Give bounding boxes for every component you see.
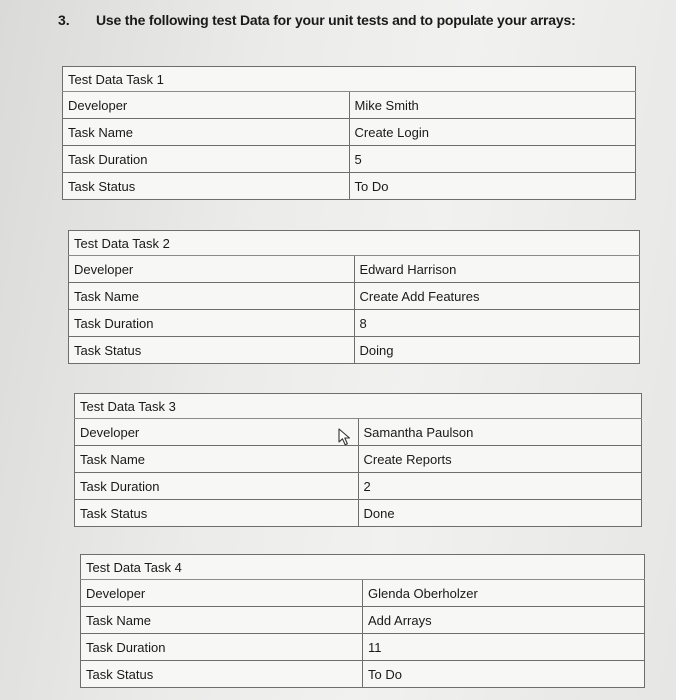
row-value: To Do <box>349 173 636 200</box>
table-row <box>75 419 642 446</box>
table-row <box>81 580 645 607</box>
row-value: 5 <box>349 146 636 173</box>
test-data-table-task-1 <box>62 66 636 200</box>
row-label: Task Name <box>69 283 355 310</box>
table-row <box>75 446 642 473</box>
row-label: Task Name <box>75 446 359 473</box>
row-value: Glenda Oberholzer <box>363 580 645 607</box>
table-row <box>81 607 645 634</box>
row-label: Developer <box>69 256 355 283</box>
table-title: Test Data Task 4 <box>81 555 645 580</box>
table-row <box>81 661 645 688</box>
table-row <box>75 473 642 500</box>
row-label: Developer <box>75 419 359 446</box>
row-label: Task Status <box>69 337 355 364</box>
table-title: Test Data Task 1 <box>63 67 636 92</box>
row-label: Task Status <box>75 500 359 527</box>
test-data-table-task-3 <box>74 393 642 527</box>
test-data-table-task-4 <box>80 554 645 688</box>
row-label: Task Status <box>81 661 363 688</box>
row-value: Add Arrays <box>363 607 645 634</box>
table-row <box>69 256 640 283</box>
table-title: Test Data Task 3 <box>75 394 642 419</box>
table-row <box>63 92 636 119</box>
row-label: Task Duration <box>81 634 363 661</box>
question-text: Use the following test Data for your unit tests and to populate your arrays: <box>96 12 576 28</box>
table-row <box>69 337 640 364</box>
mouse-pointer-icon <box>338 428 354 446</box>
row-value: Samantha Paulson <box>358 419 642 446</box>
row-label: Developer <box>81 580 363 607</box>
table-row <box>63 146 636 173</box>
row-value: Create Login <box>349 119 636 146</box>
row-value: Mike Smith <box>349 92 636 119</box>
row-value: 2 <box>358 473 642 500</box>
row-label: Task Duration <box>63 146 350 173</box>
table-row <box>69 283 640 310</box>
row-value: Create Add Features <box>354 283 640 310</box>
table-row <box>75 500 642 527</box>
table-row <box>63 173 636 200</box>
row-value: Edward Harrison <box>354 256 640 283</box>
table-row <box>69 310 640 337</box>
row-label: Task Status <box>63 173 350 200</box>
row-value: Done <box>358 500 642 527</box>
table-title: Test Data Task 2 <box>69 231 640 256</box>
question-number: 3. <box>58 12 70 28</box>
row-value: 11 <box>363 634 645 661</box>
row-label: Task Name <box>63 119 350 146</box>
row-label: Task Duration <box>75 473 359 500</box>
row-value: Doing <box>354 337 640 364</box>
table-row <box>81 634 645 661</box>
test-data-table-task-2 <box>68 230 640 364</box>
table-row <box>63 119 636 146</box>
row-label: Developer <box>63 92 350 119</box>
row-value: Create Reports <box>358 446 642 473</box>
row-value: To Do <box>363 661 645 688</box>
row-label: Task Name <box>81 607 363 634</box>
row-label: Task Duration <box>69 310 355 337</box>
row-value: 8 <box>354 310 640 337</box>
